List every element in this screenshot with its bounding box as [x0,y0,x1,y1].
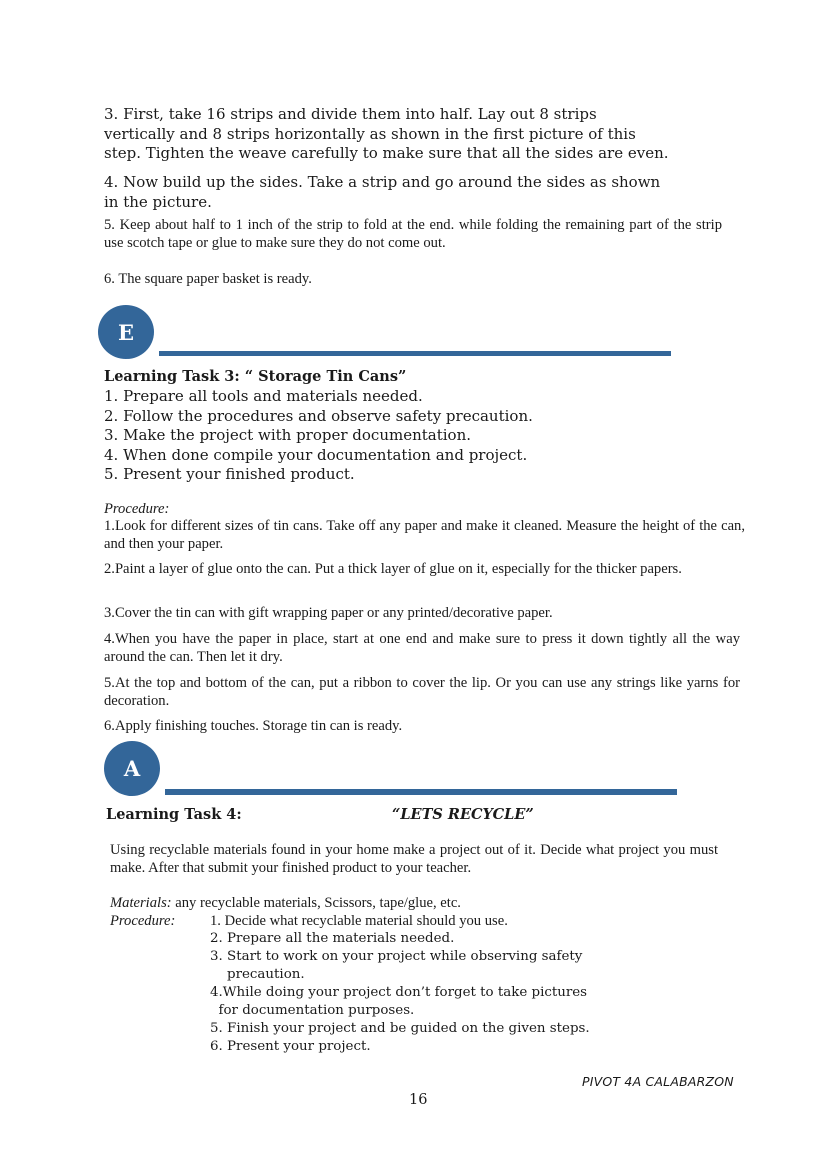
instruction-item: 4. When done compile your documentation and project. [104,445,528,464]
task-4-intro: Using recyclable materials found in your home make a project out of it. Decide what project you must make. After that submit your finished product to your teacher. [110,842,718,876]
text-line: vertically and 8 strips horizontally as shown in the first picture of this [104,124,636,143]
basket-step-4 [104,173,744,212]
procedure-step: 5.At the top and bottom of the can, put a ribbon to cover the lip. Or you can use any strings like yarns for decoration. [104,675,740,709]
text-line: step. Tighten the weave carefully to make sure that all the sides are even. [104,144,669,162]
procedure-step: 2.Paint a layer of glue onto the can. Put a thick layer of glue on it, especially for the thicker papers. [104,561,682,577]
task-4-step: 5. Finish your project and be guided on the given steps. [210,1021,590,1036]
badge-letter: E [117,319,134,345]
task-3-title: Learning Task 3: “ Storage Tin Cans” [104,368,407,385]
task-4-step: 4.While doing your project don’t forget to take pictures [210,985,588,1000]
procedure-step: 1.Look for different sizes of tin cans. Take off any paper and make it cleaned. Measure the height of the can, and then your paper. [104,518,745,552]
task-4-step: 6. Present your project. [210,1039,371,1054]
task-4-step: 3. Start to work on your project while observing safety [210,949,583,964]
footer-region: PIVOT 4A CALABARZON [582,1074,734,1089]
materials-label: Materials: [110,895,172,911]
task-4-title: “LETS RECYCLE” [392,806,534,823]
text-line: 3. First, take 16 strips and divide them into half. Lay out 8 strips [104,105,597,123]
task-4-steps [210,930,590,1056]
procedure-label: Procedure: [104,501,170,517]
procedure-step: 3.Cover the tin can with gift wrapping paper or any printed/decorative paper. [104,605,553,621]
materials-text: any recyclable materials, Scissors, tape/glue, etc. [171,895,461,911]
section-a-badge [104,741,160,796]
page-number: 16 [409,1092,428,1108]
procedure-step: 4.When you have the paper in place, start at one end and make sure to press it down tightly all the way around the can. Then let it dry. [104,631,740,665]
task-3-instructions [104,387,724,485]
instruction-item: 5. Present your finished product. [104,465,355,483]
task-4-step: 2. Prepare all the materials needed. [210,931,455,946]
basket-step-3 [104,105,744,164]
text-line: 4. Now build up the sides. Take a strip and go around the sides as shown [104,173,661,191]
badge-letter: A [123,756,141,781]
procedure-label: Procedure: [110,913,176,929]
task-4-label: Learning Task 4: [106,806,242,823]
basket-step-6: 6. The square paper basket is ready. [104,271,312,287]
section-divider [165,789,677,795]
task-4-step: for documentation purposes. [210,1003,415,1018]
section-divider [159,351,671,356]
instruction-item: 2. Follow the procedures and observe safety precaution. [104,406,533,425]
text-line: in the picture. [104,192,212,211]
task-4-step: precaution. [210,967,305,982]
materials-line [110,894,461,912]
section-e-badge [98,305,154,359]
basket-step-5: 5. Keep about half to 1 inch of the strip to fold at the end. while folding the remaining part of the strip use scotch tape or glue to make sure they do not come out. [104,217,722,251]
task-4-step: 1. Decide what recyclable material should you use. [210,913,508,929]
procedure-step: 6.Apply finishing touches. Storage tin can is ready. [104,718,403,734]
instruction-item: 3. Make the project with proper documentation. [104,426,472,444]
instruction-item: 1. Prepare all tools and materials needed. [104,387,423,405]
